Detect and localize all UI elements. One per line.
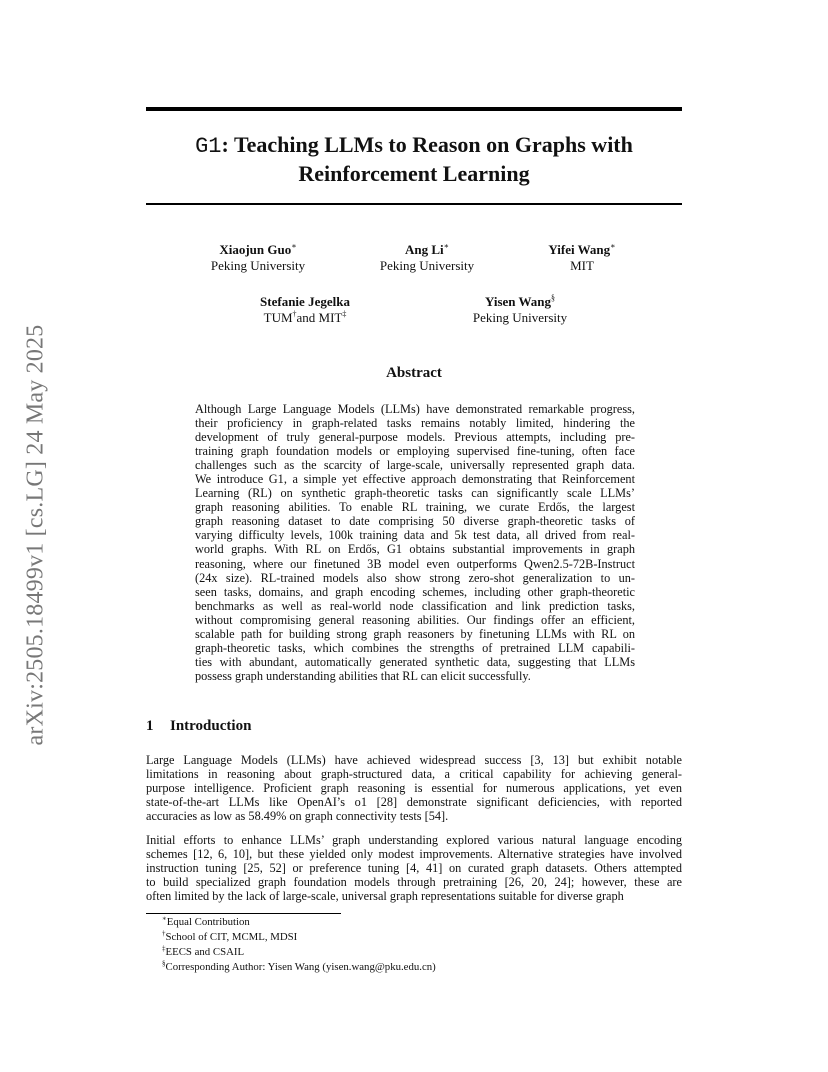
text-line: Initial efforts to enhance LLMs’ graph understanding explored various natural language encoding: [146, 833, 682, 847]
footnote-mark: †: [162, 929, 166, 938]
text-line: benchmarks as well as real-world node classification and link prediction tasks,: [195, 598, 635, 613]
text-line: Although Large Language Models (LLMs) have demonstrated remarkable progress,: [195, 402, 635, 416]
text-line: challenges such as the scarcity of large-scale, universally represented graph data.: [195, 458, 635, 473]
footnote-text: EECS and CSAIL: [165, 946, 245, 958]
text-line: ties with abundant, automatically generated synthetic data, suggesting that LLMs: [195, 654, 635, 669]
footnote-4: [162, 960, 436, 975]
author-mark: ‡: [342, 309, 347, 319]
text-line: accuracies as low as 58.49% on graph connectivity tests [54].: [146, 809, 449, 824]
text-line: (24x size). RL-trained models also show strong zero-shot generalization to un-: [195, 570, 635, 585]
author-name: Ang Li: [404, 242, 444, 257]
author-block-5: [455, 294, 585, 326]
author-affiliation: Peking University: [379, 258, 475, 273]
footnote-mark: §: [162, 959, 166, 968]
text-line: development of truly general-purpose models. Previous attempts, including pre-: [195, 430, 635, 445]
section-title: Introduction: [170, 718, 252, 734]
text-line: often limited by the lack of large-scale, universal graph representations suitable for diverse graph: [146, 889, 624, 904]
footnote-3: [162, 945, 244, 960]
section-number: 1: [146, 718, 154, 734]
footnote-text: Corresponding Author: Yisen Wang (yisen.wang@pku.edu.cn): [165, 961, 436, 973]
author-name: Xiaojun Guo: [219, 242, 292, 257]
text-line: limitations in reasoning about graph-structured data, a critical capability for achieving general-: [146, 767, 682, 782]
text-line: Large Language Models (LLMs) have achieved widespread success [3, 13] but exhibit notable: [146, 753, 682, 767]
author-affiliation: Peking University: [472, 310, 568, 325]
text-line: reasoning, where our finetuned 3B model even outperforms Qwen2.5-72B-Instruct: [195, 556, 635, 571]
text-line: possess graph understanding abilities that RL can elicit successfully.: [195, 668, 531, 683]
text-line: to build specialized graph foundation models through pretraining [26, 20, 24]; however, these are: [146, 875, 682, 890]
author-block-3: [522, 242, 642, 274]
title-model-name: G1: [195, 134, 222, 159]
author-block-2: [367, 242, 487, 274]
text-line: without compromising general reasoning abilities. Our findings offer an efficient,: [195, 612, 635, 627]
text-line: graph reasoning dataset to date comprising 50 diverse graph-theoretic tasks of: [195, 514, 635, 529]
footnote-mark: ‡: [162, 944, 166, 953]
intro-paragraph-2: [146, 833, 682, 903]
author-mark: ∗: [291, 241, 297, 251]
text-line: varying difficulty levels, 100k training data and 5k test data, all drived from real-: [195, 528, 635, 543]
intro-paragraph-1: [146, 753, 682, 823]
author-mark: ∗: [610, 241, 616, 251]
title-line-2: Reinforcement Learning: [298, 161, 530, 186]
author-name: Yisen Wang: [484, 294, 552, 309]
text-line: state-of-the-art LLMs like OpenAI’s o1 [28] demonstrate significant deficiencies, with reported: [146, 795, 682, 810]
paper-title: [146, 131, 682, 187]
footnote-text: Equal Contribution: [166, 916, 250, 928]
section-heading: [146, 718, 251, 735]
text-line: seen tasks, domains, and graph encoding schemes, including other graph-theoretic: [195, 584, 635, 599]
author-mark: ∗: [443, 241, 450, 251]
text-line: graph-theoretic tasks, which combines the strengths of pretrained LLM capabili-: [195, 640, 635, 655]
author-block-4: [235, 294, 375, 326]
author-affiliation: and MIT: [296, 310, 343, 325]
footnote-1: [162, 915, 250, 930]
title-line-1-text: : Teaching LLMs to Reason on Graphs with: [221, 132, 633, 157]
text-line: schemes [12, 6, 10], but these yielded only modest improvements. Alternative strategies have involved: [146, 847, 682, 862]
footnote-mark: ∗: [162, 914, 167, 923]
text-line: scalable path for building strong graph reasoners by finetuning LLMs with RL on: [195, 626, 635, 641]
author-block-1: [198, 242, 318, 274]
author-name: Stefanie Jegelka: [260, 294, 350, 309]
arxiv-identifier: arXiv:2505.18499v1 [cs.LG] 24 May 2025: [22, 324, 49, 746]
author-affiliation: TUM: [263, 310, 293, 325]
author-mark: §: [551, 293, 556, 303]
abstract-heading: Abstract: [386, 365, 442, 381]
text-line: training graph foundation models or employing supervised fine-tuning, often face: [195, 444, 635, 459]
text-line: graph reasoning abilities. To enable RL training, we curate Erdős, the largest: [195, 500, 635, 515]
text-line: their proficiency in graph-related tasks remains notably limited, hindering the: [195, 416, 635, 431]
footnote-2: [162, 930, 297, 945]
abstract-body: [195, 402, 635, 683]
author-affiliation: MIT: [570, 258, 594, 273]
author-affiliation: Peking University: [210, 258, 306, 273]
footnote-text: School of CIT, MCML, MDSI: [165, 931, 298, 943]
author-name: Yifei Wang: [548, 242, 611, 257]
title-top-rule: [146, 107, 682, 111]
text-line: purpose intelligence. Proficient graph reasoning is essential for numerous applications, yet even: [146, 781, 682, 796]
footnote-rule: [146, 913, 341, 914]
text-line: We introduce G1, a simple yet effective approach demonstrating that Reinforcement: [195, 472, 635, 487]
title-line-1: [146, 131, 682, 160]
author-mark: †: [292, 309, 297, 319]
text-line: instruction tuning [25, 52] or preference tuning [4, 41] on curated graph datasets. Others attempted: [146, 861, 682, 876]
title-bottom-rule: [146, 203, 682, 205]
text-line: Learning (RL) on synthetic graph-theoretic tasks can significantly scale LLMs’: [195, 486, 635, 501]
text-line: world graphs. With RL on Erdős, G1 obtains substantial improvements in graph: [195, 542, 635, 557]
